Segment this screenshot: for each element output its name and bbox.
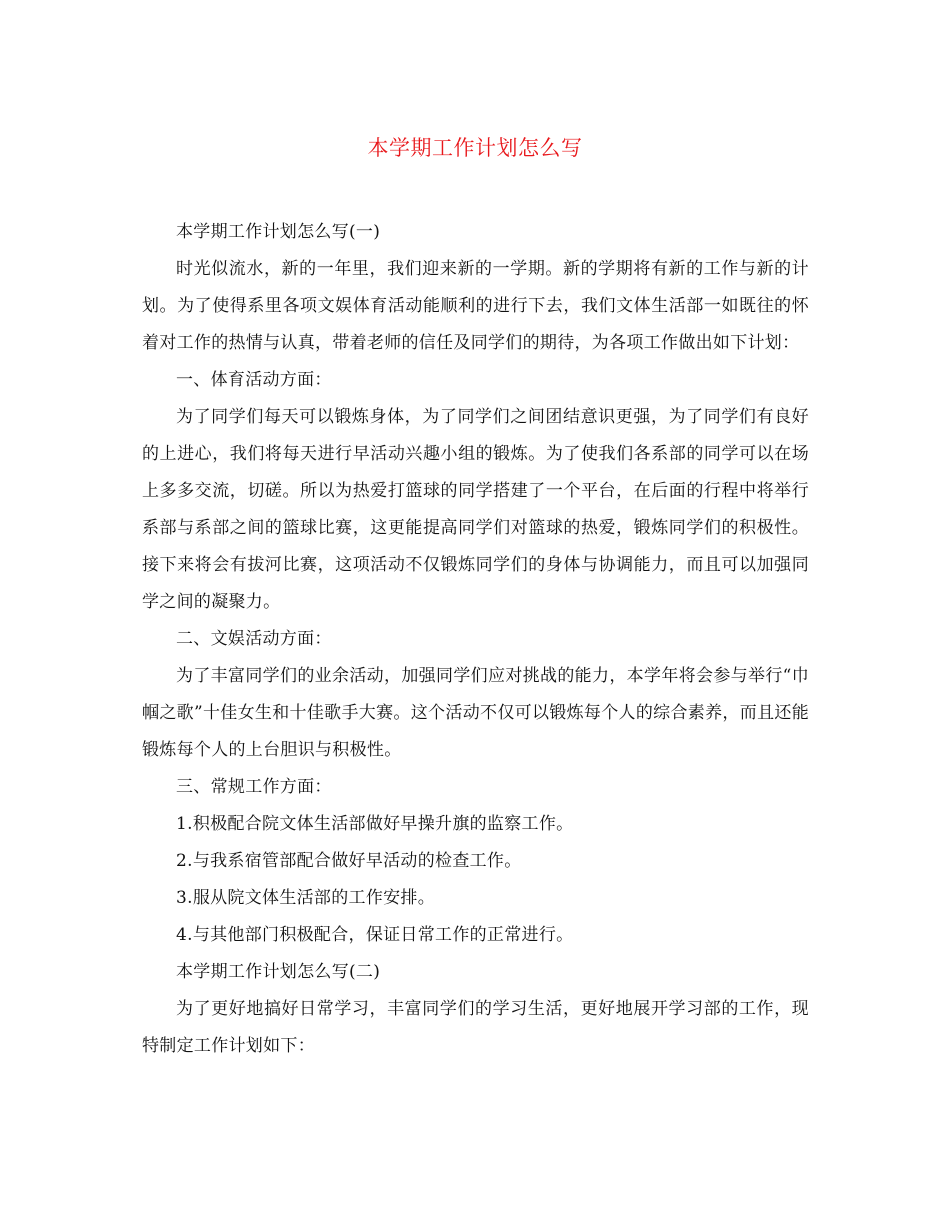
list-item: 1.积极配合院文体生活部做好早操升旗的监察工作。 [176, 814, 574, 834]
list-item: 2.与我系宿管部配合做好早活动的检查工作。 [176, 851, 522, 871]
document-body [142, 214, 809, 1065]
entertainment-paragraph: 为了丰富同学们的业余活动，加强同学们应对挑战的能力，本学年将会参与举行“巾帼之歌”十佳女生和十佳歌手大赛。这个活动不仅可以锻炼每个人的综合素养，而且还能锻炼每个人的上台胆识与积极性。 [142, 666, 809, 760]
closing-paragraph: 为了更好地搞好日常学习，丰富同学们的学习生活，更好地展开学习部的工作，现特制定工作计划如下： [142, 999, 809, 1056]
section-heading-1: 本学期工作计划怎么写(一) [176, 222, 381, 242]
document-title: 本学期工作计划怎么写 [367, 136, 583, 160]
subheading-sports: 一、体育活动方面： [176, 370, 332, 390]
list-item: 4.与其他部门积极配合，保证日常工作的正常进行。 [176, 925, 574, 945]
intro-paragraph: 时光似流水，新的一年里，我们迎来新的一学期。新的学期将有新的工作与新的计划。为了使得系里各项文娱体育活动能顺利的进行下去，我们文体生活部一如既往的怀着对工作的热情与认真，带着老师的信任及同学们的期待，为各项工作做出如下计划： [142, 259, 809, 353]
subheading-routine: 三、常规工作方面： [176, 777, 332, 797]
sports-paragraph: 为了同学们每天可以锻炼身体，为了同学们之间团结意识更强，为了同学们有良好的上进心，我们将每天进行早活动兴趣小组的锻炼。为了使我们各系部的同学可以在场上多多交流，切磋。所以为热爱打篮球的同学搭建了一个平台，在后面的行程中将举行系部与系部之间的篮球比赛，这更能提高同学们对篮球的热爱，锻炼同学们的积极性。接下来将会有拔河比赛，这项活动不仅锻炼同学们的身体与协调能力，而且可以加强同学之间的凝聚力。 [142, 407, 809, 612]
list-item: 3.服从院文体生活部的工作安排。 [176, 888, 436, 908]
subheading-entertainment: 二、文娱活动方面： [176, 629, 332, 649]
section-heading-2: 本学期工作计划怎么写(二) [176, 962, 381, 982]
